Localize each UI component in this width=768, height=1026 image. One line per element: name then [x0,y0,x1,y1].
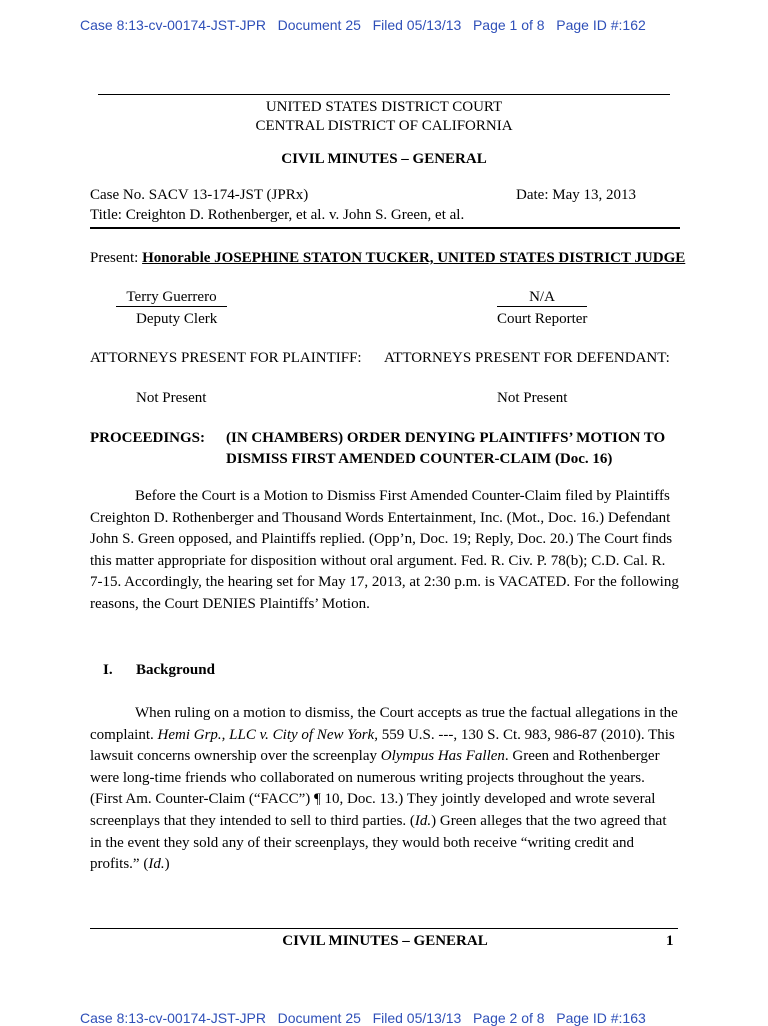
intro-paragraph-text: Before the Court is a Motion to Dismiss First Amended Counter-Claim filed by Plaintiffs Creighton D. Rothenberger and Thousand Words Entertainment, Inc. (Mot., Doc. 16.) Defendant John S. Green opposed, and Plaintiffs replied. (Opp’n, Doc. 19; Reply, Doc. 20.) The Court finds this matter appropriate for disposition without oral argument. Fed. R. Civ. P. 78(b); C.D. Cal. R. 7-15. Accordingly, the hearing set for May 17, 2013, at 2:30 p.m. is VACATED. For the following reasons, the Court DENIES Plaintiffs’ Motion. [90,488,679,612]
present-line [90,248,685,268]
presiding-judge: Honorable JOSEPHINE STATON TUCKER, UNITED STATES DISTRICT JUDGE [142,250,686,266]
plaintiff-attorneys-label: ATTORNEYS PRESENT FOR PLAINTIFF: [90,350,362,366]
footer-rule [90,928,678,929]
court-reporter-label: Court Reporter [497,311,588,327]
proceedings-line-1: (IN CHAMBERS) ORDER DENYING PLAINTIFFS’ MOTION TO [226,430,666,446]
defendant-attorneys-label: ATTORNEYS PRESENT FOR DEFENDANT: [384,350,670,366]
case-rule [90,227,680,229]
id-citation-1: Id. [414,812,432,829]
bg-text-4: ) Green alleges that the two agreed that in the event they sold any of their screenplays, they would both receive “writing credit and profits.” ( [90,812,667,873]
top-rule [98,94,670,95]
case-title: Title: Creighton D. Rothenberger, et al. v. John S. Green, et al. [90,207,465,223]
section-number: I. [103,662,113,678]
proceedings-line-2: DISMISS FIRST AMENDED COUNTER-CLAIM (Doc. 16) [226,451,613,467]
bg-text-3: . Green and Rothenberger were long-time friends who collaborated on numerous writing projects throughout the years. (First Am. Counter-Claim (“FACC”) ¶ 10, Doc. 13.) They jointly developed and wrote several screenplays that they intended to sell to third parties. ( [90,748,660,829]
proceedings-label: PROCEEDINGS: [90,430,206,446]
bg-text-2: , 559 U.S. ---, 130 S. Ct. 983, 986-87 (2010). This lawsuit concerns ownership over the screenplay [90,726,675,765]
court-reporter-name: N/A [497,289,587,307]
intro-paragraph [90,486,680,616]
deputy-clerk-name: Terry Guerrero [116,289,227,307]
id-citation-2: Id. [148,856,165,873]
bg-text-1: When ruling on a motion to dismiss, the Court accepts as true the factual allegations in the complaint. [90,705,678,743]
bg-text-5: ) [164,856,170,873]
film-title: Olympus Has Fallen [380,748,505,765]
page-number: 1 [666,933,674,949]
case-number: Case No. SACV 13-174-JST (JPRx) [90,187,309,203]
court-district: CENTRAL DISTRICT OF CALIFORNIA [255,118,513,134]
deputy-clerk-label: Deputy Clerk [136,311,218,327]
background-paragraph [90,703,680,876]
court-name: UNITED STATES DISTRICT COURT [265,99,503,115]
present-label: Present: [90,250,143,266]
defendant-attorneys-value: Not Present [497,390,568,406]
minutes-title: CIVIL MINUTES – GENERAL [281,151,487,167]
plaintiff-attorneys-value: Not Present [136,390,207,406]
case-citation: Hemi Grp., LLC v. City of New York [157,726,375,743]
footer-title: CIVIL MINUTES – GENERAL [282,933,488,949]
case-date: Date: May 13, 2013 [516,187,636,203]
section-heading: Background [136,662,215,678]
next-page-header-stamp: Case 8:13-cv-00174-JST-JPR Document 25 Filed 05/13/13 Page 2 of 8 Page ID #:163 [80,1010,646,1026]
filing-header-stamp: Case 8:13-cv-00174-JST-JPR Document 25 Filed 05/13/13 Page 1 of 8 Page ID #:162 [80,17,646,33]
